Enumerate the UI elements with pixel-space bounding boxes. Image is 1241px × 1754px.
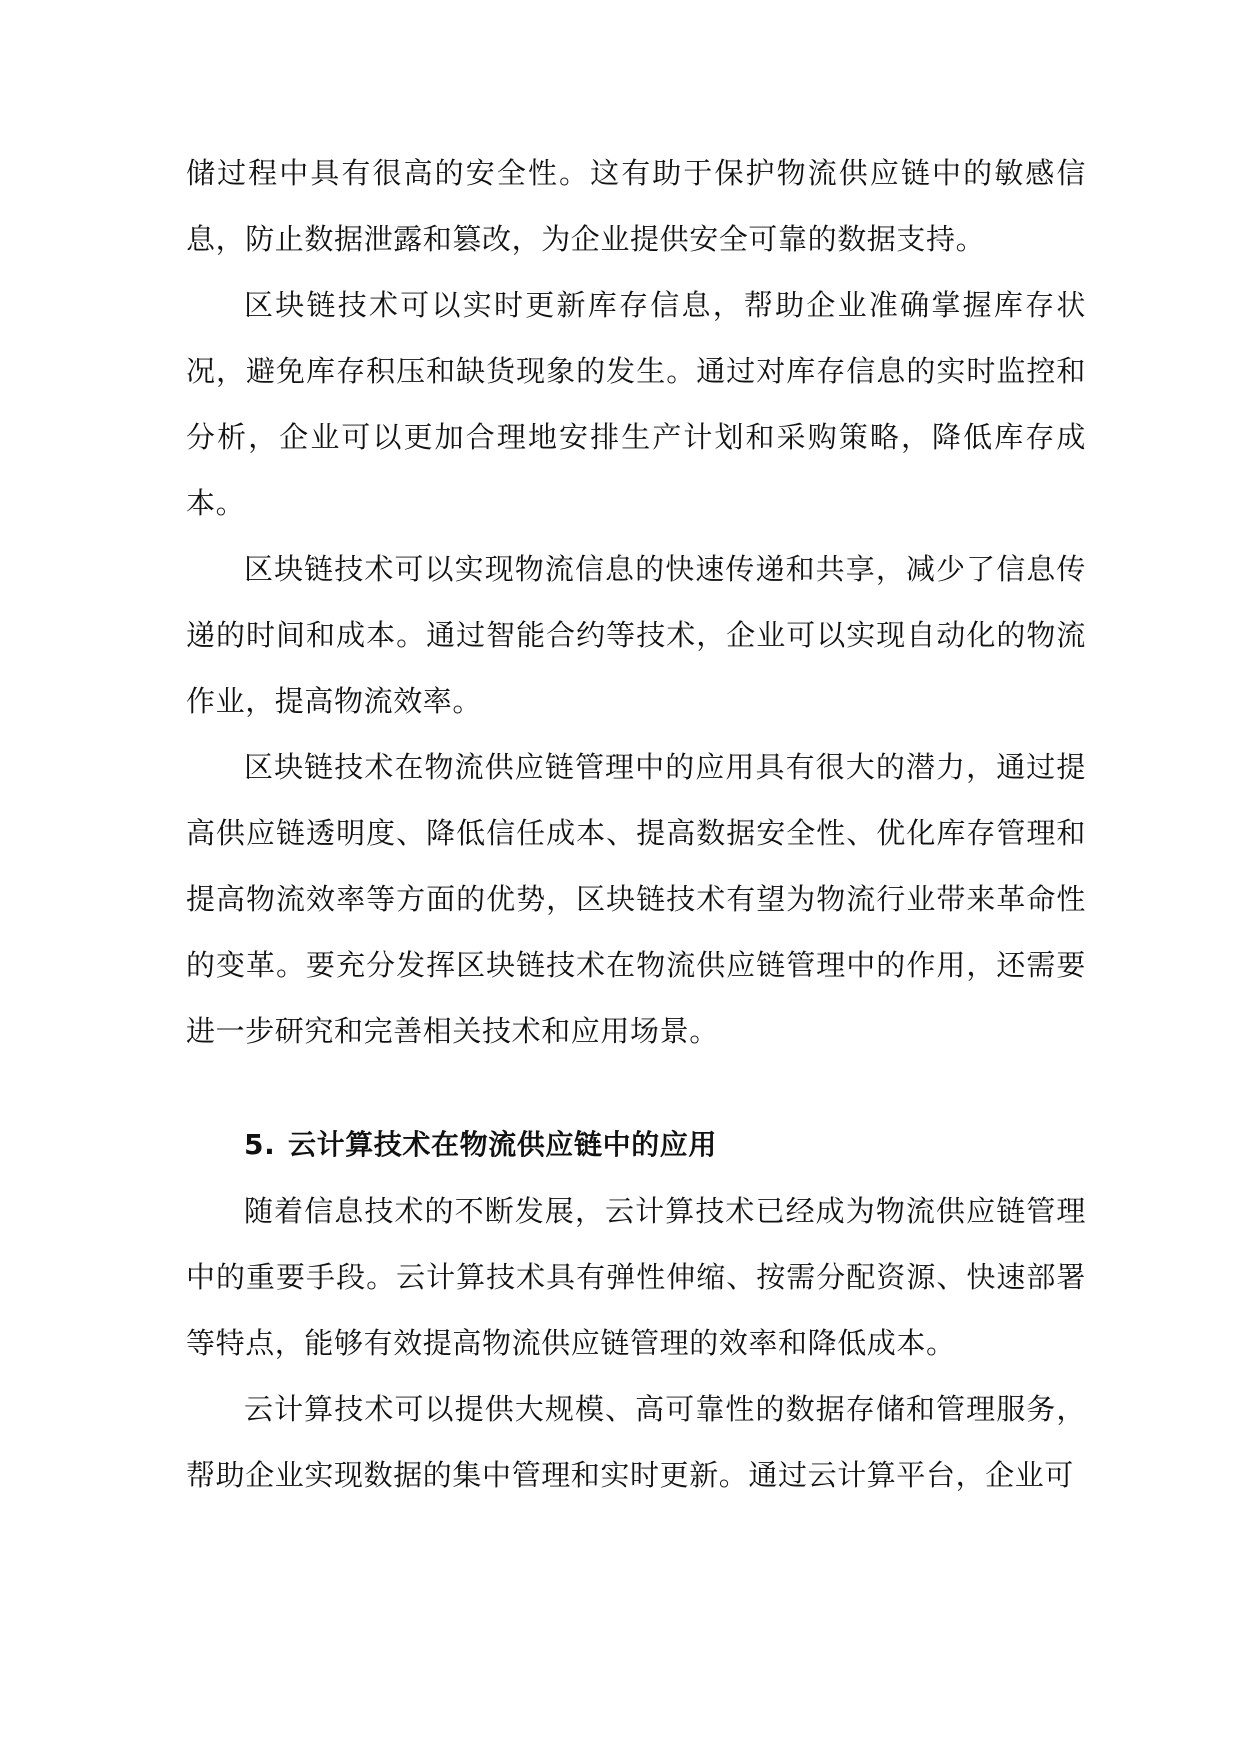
paragraph-logistics-info: 区块链技术可以实现物流信息的快速传递和共享，减少了信息传递的时间和成本。通过智能合约等技术，企业可以实现自动化的物流作业，提高物流效率。: [186, 552, 1086, 718]
section-title: 云计算技术在物流供应链中的应用: [288, 1128, 718, 1161]
paragraph-cloud-storage: 云计算技术可以提供大规模、高可靠性的数据存储和管理服务，帮助企业实现数据的集中管理和实时更新。通过云计算平台，企业可: [186, 1392, 1086, 1492]
document-page: [186, 140, 1086, 1508]
paragraph-cloud-intro: 随着信息技术的不断发展，云计算技术已经成为物流供应链管理中的重要手段。云计算技术具有弹性伸缩、按需分配资源、快速部署等特点，能够有效提高物流供应链管理的效率和降低成本。: [186, 1194, 1086, 1360]
paragraph-continued: 储过程中具有很高的安全性。这有助于保护物流供应链中的敏感信息，防止数据泄露和篡改，为企业提供安全可靠的数据支持。: [186, 156, 1086, 256]
paragraph-blockchain-summary: 区块链技术在物流供应链管理中的应用具有很大的潜力，通过提高供应链透明度、降低信任成本、提高数据安全性、优化库存管理和提高物流效率等方面的优势，区块链技术有望为物流行业带来革命性的变革。要充分发挥区块链技术在物流供应链管理中的作用，还需要进一步研究和完善相关技术和应用场景。: [186, 750, 1086, 1048]
section-heading: [186, 1112, 1086, 1178]
section-number: 5.: [244, 1128, 276, 1161]
paragraph-inventory: 区块链技术可以实时更新库存信息，帮助企业准确掌握库存状况，避免库存积压和缺货现象的发生。通过对库存信息的实时监控和分析，企业可以更加合理地安排生产计划和采购策略，降低库存成本。: [186, 288, 1086, 520]
